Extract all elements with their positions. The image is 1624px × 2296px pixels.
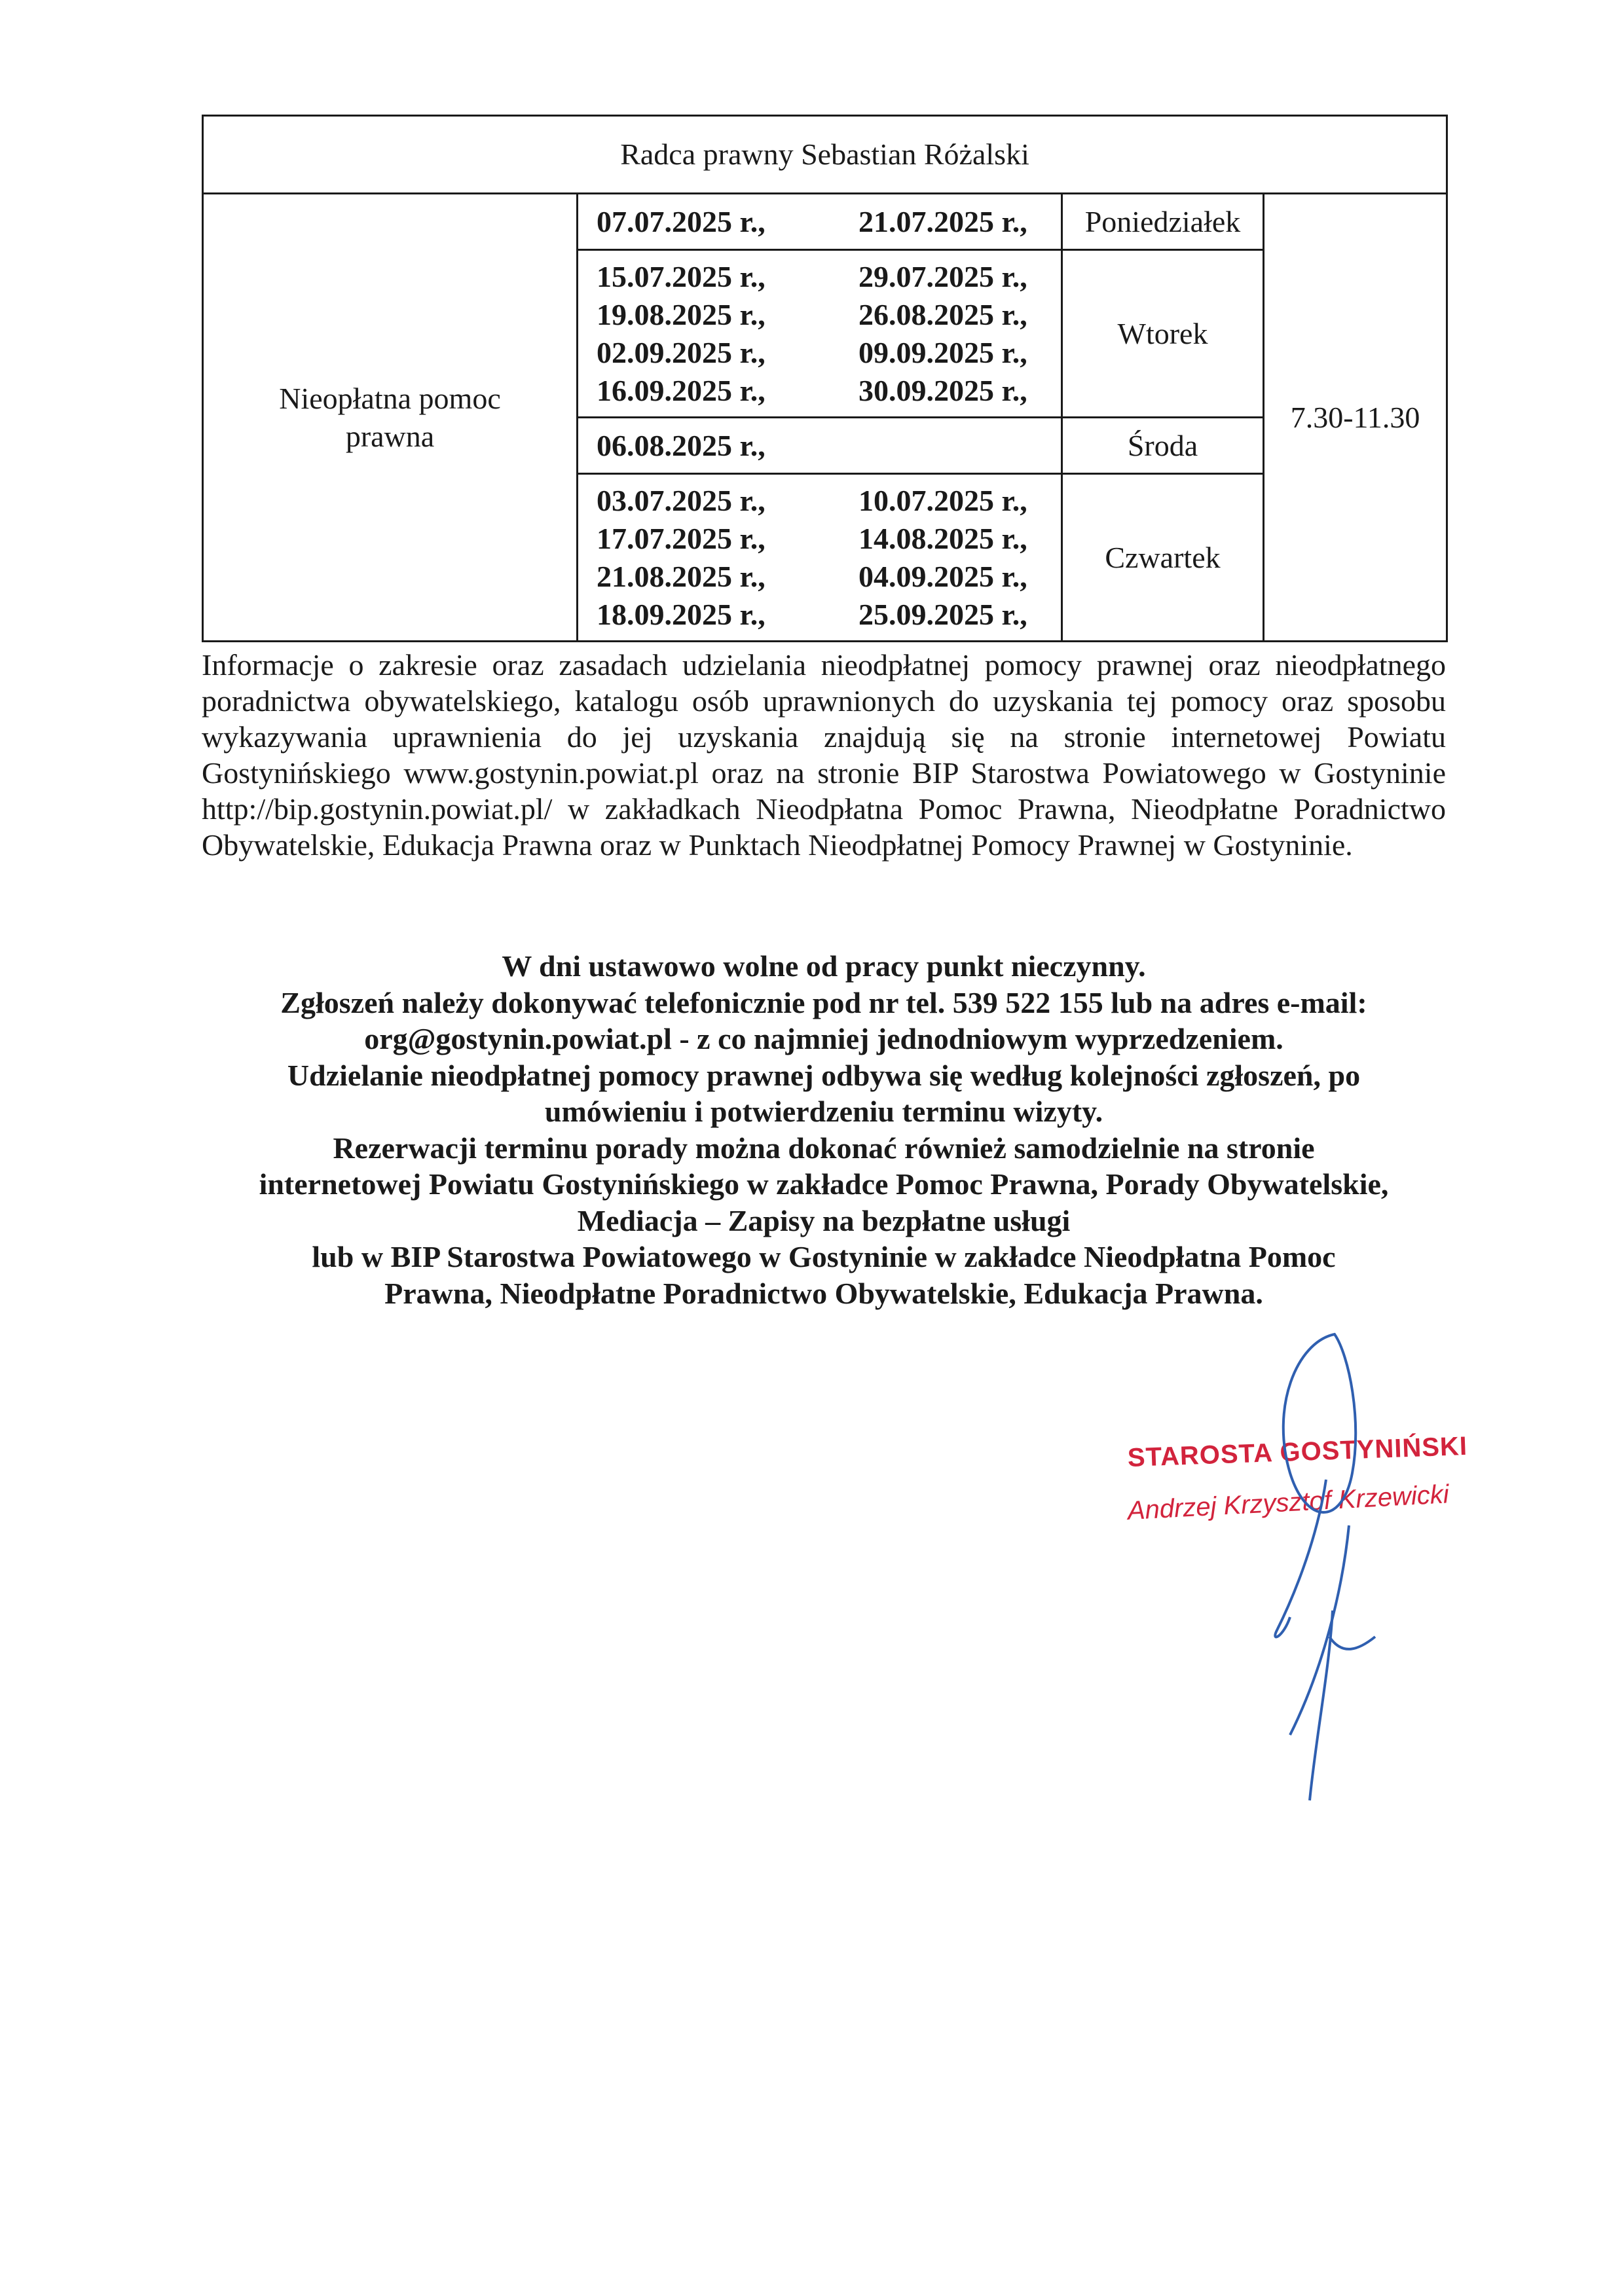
day-monday: Poniedziałek (1062, 194, 1264, 250)
notice-line: Mediacja – Zapisy na bezpłatne usługi (577, 1203, 1071, 1237)
dates-thursday (578, 474, 1062, 642)
day-tuesday: Wtorek (1062, 250, 1264, 418)
date: 07.07.2025 r., (597, 204, 766, 238)
date: 25.09.2025 r., (858, 597, 1027, 631)
date: 14.08.2025 r., (858, 521, 1027, 555)
schedule-table (202, 115, 1448, 642)
dates-tuesday (578, 250, 1062, 418)
date: 26.08.2025 r., (858, 297, 1027, 331)
notice-line: umówieniu i potwierdzeniu terminu wizyty. (544, 1095, 1103, 1128)
table-header: Radca prawny Sebastian Różalski (203, 116, 1447, 194)
dates-monday (578, 194, 1062, 250)
date: 04.09.2025 r., (858, 559, 1027, 593)
date: 18.09.2025 r., (597, 597, 766, 631)
date: 10.07.2025 r., (858, 483, 1027, 517)
notice-line: org@gostynin.powiat.pl - z co najmniej jednodniowym wyprzedzeniem. (364, 1022, 1283, 1055)
service-line-1: Nieopłatna pomoc (279, 381, 501, 415)
date: 15.07.2025 r., (597, 259, 766, 293)
notice-line: internetowej Powiatu Gostynińskiego w zakładce Pomoc Prawna, Porady Obywatelskie, (259, 1167, 1389, 1201)
info-paragraph: Informacje o zakresie oraz zasadach udzielania nieodpłatnej pomocy prawnej oraz nieodpłatnego poradnictwa obywatelskiego, katalogu osób uprawnionych do uzyskania tej pomocy oraz sposobu wykazywania uprawnienia do jej uzyskania znajdują się na stronie internetowej Powiatu Gostynińskiego www.gostynin.powiat.pl oraz na stronie BIP Starostwa Powiatowego w Gostyninie http://bip.gostynin.powiat.pl/ w zakładkach Nieodpłatna Pomoc Prawna, Nieodpłatne Poradnictwo Obywatelskie, Edukacja Prawna oraz w Punktach Nieodpłatnej Pomocy Prawnej w Gostyninie. (202, 648, 1446, 862)
handwritten-signature (1244, 1329, 1414, 1807)
date: 16.09.2025 r., (597, 373, 766, 407)
date: 17.07.2025 r., (597, 521, 766, 555)
date: 21.08.2025 r., (597, 559, 766, 593)
date: 19.08.2025 r., (597, 297, 766, 331)
date: 21.07.2025 r., (858, 204, 1027, 238)
notice-line: W dni ustawowo wolne od pracy punkt nieczynny. (502, 949, 1146, 983)
notice-line: Udzielanie nieodpłatnej pomocy prawnej odbywa się według kolejności zgłoszeń, po (287, 1058, 1361, 1092)
date (858, 427, 1068, 465)
dates-wednesday (578, 418, 1062, 474)
notice-line: Rezerwacji terminu porady można dokonać również samodzielnie na stronie (333, 1131, 1315, 1165)
notice-block (175, 948, 1472, 1311)
stamp-title: STAROSTA GOSTYNIŃSKI (1127, 1431, 1468, 1472)
service-line-2: prawna (345, 419, 435, 453)
date: 02.09.2025 r., (597, 335, 766, 369)
notice-line: Prawna, Nieodpłatne Poradnictwo Obywatelskie, Edukacja Prawna. (384, 1276, 1263, 1310)
date: 06.08.2025 r., (597, 428, 766, 462)
notice-line: lub w BIP Starostwa Powiatowego w Gostyninie w zakładce Nieodpłatna Pomoc (312, 1240, 1336, 1273)
date: 03.07.2025 r., (597, 483, 766, 517)
date: 09.09.2025 r., (858, 335, 1027, 369)
notice-line: Zgłoszeń należy dokonywać telefonicznie pod nr tel. 539 522 155 lub na adres e-mail: (280, 985, 1367, 1019)
stamp-name: Andrzej Krzysztof Krzewicki (1126, 1480, 1450, 1525)
date: 29.07.2025 r., (858, 259, 1027, 293)
office-hours: 7.30-11.30 (1264, 194, 1447, 642)
service-cell (203, 194, 578, 642)
day-wednesday: Środa (1062, 418, 1264, 474)
day-thursday: Czwartek (1062, 474, 1264, 642)
date: 30.09.2025 r., (858, 373, 1027, 407)
